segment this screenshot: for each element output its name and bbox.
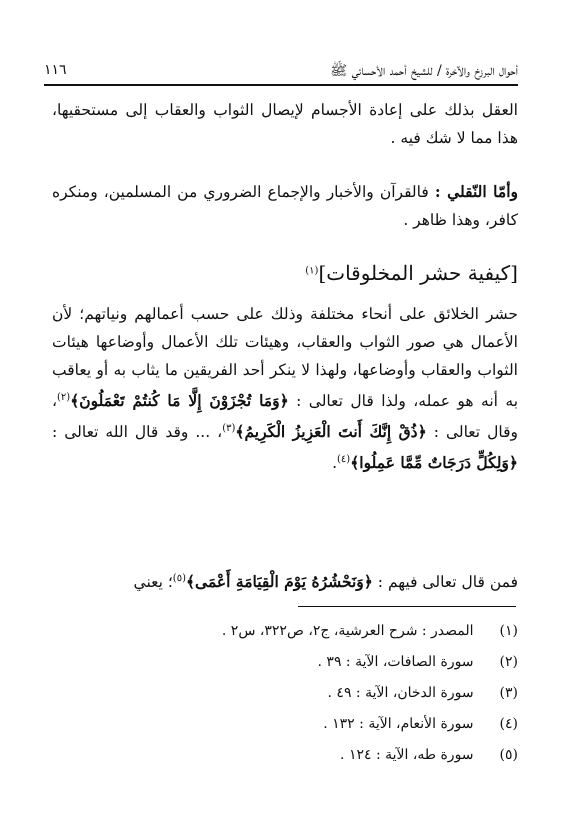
footnote-number: (١) <box>499 623 518 639</box>
footnote-text: سورة الأنعام، الآية : ١٣٢ . <box>323 716 474 732</box>
section-heading-block <box>52 258 518 288</box>
footnote-ref: (٥) <box>172 573 186 584</box>
footnote-text: المصدر : شرح العرشية، ج٢، ص٣٢٢، س٢ . <box>221 623 474 639</box>
footnote-number: (٢) <box>499 654 518 670</box>
footnote-number: (٥) <box>499 747 518 763</box>
paragraph-text: العقل بذلك على إعادة الأجسام لإيصال الثواب والعقاب إلى مستحقيها، هذا مما لا شك فيه . <box>52 101 518 147</box>
quran-verse: ﴿ذُقْ إِنَّكَ أَنتَ الْعَزِيزُ الْكَرِيمُ﴾ <box>235 422 427 442</box>
footnote-text: سورة طه، الآية : ١٢٤ . <box>340 747 474 763</box>
quran-verse: ﴿وَنَحْشُرُهُ يَوْمَ الْقِيَامَةِ أَعْمَى﴾ <box>185 572 373 592</box>
paragraph-continuation <box>52 565 518 596</box>
paragraph-resurrection <box>52 300 518 477</box>
paragraph-text: ، وقال تعالى : <box>52 392 518 442</box>
running-header <box>44 62 518 86</box>
paragraph-text: فمن قال تعالى فيهم : <box>372 573 518 592</box>
footnote-item <box>52 740 518 771</box>
paragraph-text: ، ... وقد قال الله تعالى : <box>52 423 223 442</box>
header-title: أحوال البرزخ والآخرة / للشيخ أحمد الأحسائي ﷺ <box>330 63 518 79</box>
page-number: ١١٦ <box>44 62 67 78</box>
header-divider <box>44 84 518 86</box>
quran-verse: ﴿وَلِكُلٍّ دَرَجَاتٌ مِّمَّا عَمِلُوا﴾ <box>350 453 518 473</box>
footnote-number: (٤) <box>499 716 518 732</box>
footnote-ref: (٤) <box>337 454 351 466</box>
footnotes-list <box>52 616 518 771</box>
paragraph-text: حشر الخلائق على أنحاء مختلفة وذلك على حسب أعمالهم ونياتهم؛ لأن الأعمال هي صور الثواب والعقاب، وهيئات تلك الأعمال وأوضاعها هيئات الثواب والعقاب وأوضاعها، ولهذا لا ينكر أحد الفريقين ما يثاب به أو يعاقب به أنه هو عمله، ولذا قال تعالى : <box>52 305 519 411</box>
footnote-item <box>52 647 518 678</box>
footnote-ref: (٢) <box>57 392 71 403</box>
footnote-ref: (١) <box>305 265 319 277</box>
paragraph-text: فالقرآن والأخبار والإجماع الضروري من المسلمين، ومنكره كافر، وهذا ظاهر . <box>52 183 518 229</box>
footnote-item <box>52 678 518 709</box>
footnote-divider <box>298 606 516 607</box>
footnote-ref: (٣) <box>222 423 236 435</box>
section-heading: [كيفية حشر المخلوقات] <box>318 261 518 285</box>
footnote-text: سورة الصافات، الآية : ٣٩ . <box>317 654 474 670</box>
paragraph-text: . <box>332 454 338 473</box>
quran-verse: ﴿وَمَا تُجْزَوْنَ إِلَّا مَا كُنتُمْ تَعْمَلُونَ﴾ <box>70 391 289 411</box>
footnote-number: (٣) <box>499 685 518 701</box>
footnote-item <box>52 616 518 647</box>
paragraph-label: وأمّا النّقلي : <box>434 182 518 201</box>
paragraph-textual-evidence <box>52 178 518 234</box>
footnote-text: سورة الدخان، الآية : ٤٩ . <box>327 685 474 701</box>
paragraph-reason <box>52 96 518 152</box>
footnote-item <box>52 709 518 740</box>
paragraph-text: ؛ يعني <box>133 573 173 592</box>
